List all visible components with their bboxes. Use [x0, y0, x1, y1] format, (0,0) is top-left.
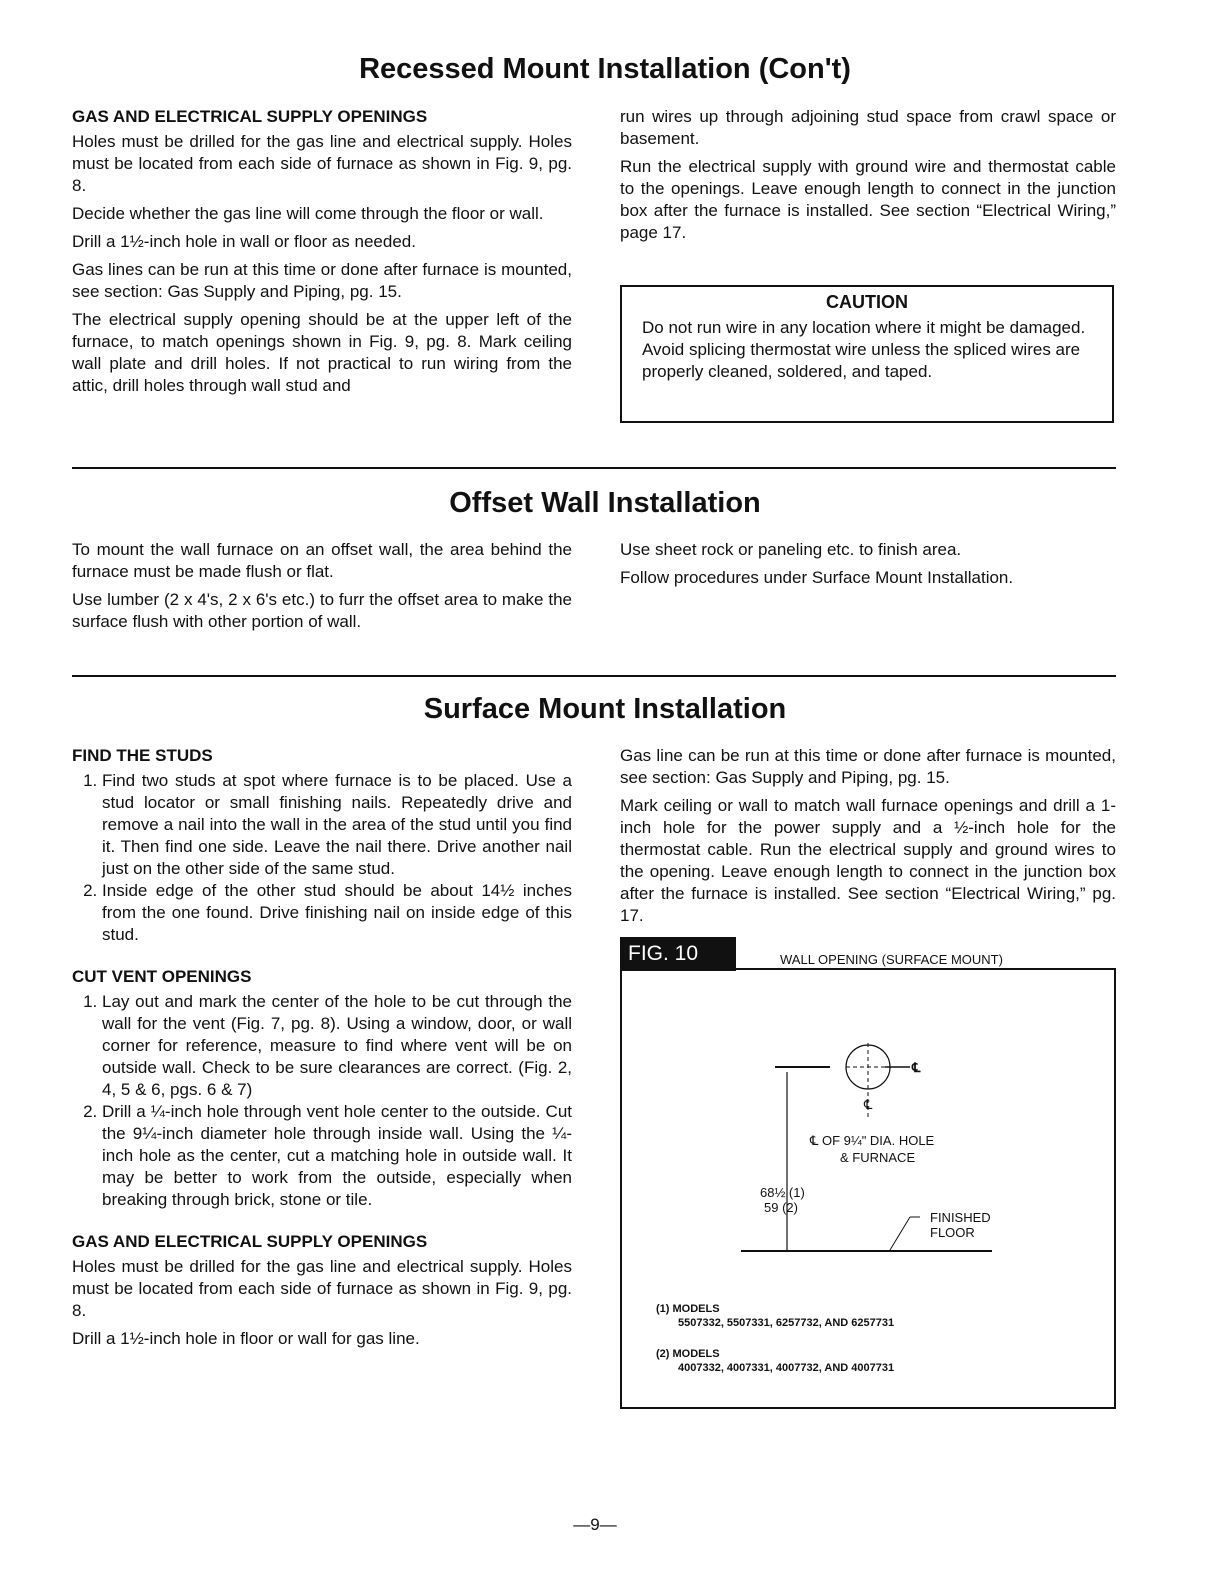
note-models: 4007332, 4007331, 4007732, AND 4007731 [678, 1362, 895, 1374]
subheading: FIND THE STUDS [72, 746, 213, 765]
list-item: 1. Find two studs at spot where furnace is to be placed. Use a stud locator or small finishing nails. Repeatedly drive and remove a nail into the wall in the area of the stud until you find it. Then find one side. Leave the nail there. Drive another nail just on the other side of the same stud. [102, 770, 572, 880]
paragraph: Gas lines can be run at this time or done after furnace is mounted, see section: Gas Supply and Piping, pg. 15. [72, 260, 572, 301]
paragraph: Holes must be drilled for the gas line and electrical supply. Holes must be located from each side of furnace as shown in Fig. 9, pg. 8. [72, 1257, 572, 1320]
divider [72, 675, 1116, 677]
floor-leader [890, 1217, 910, 1250]
offset-left-column [72, 539, 572, 639]
divider [72, 467, 1116, 469]
surface-right-column [620, 745, 1116, 933]
subheading: GAS AND ELECTRICAL SUPPLY OPENINGS [72, 107, 428, 126]
section-title-surface: Surface Mount Installation [423, 693, 787, 725]
paragraph: Drill a 1½-inch hole in floor or wall for gas line. [72, 1329, 420, 1348]
model-note-2 [656, 1347, 894, 1375]
note-models: 5507332, 5507331, 6257732, AND 6257731 [678, 1317, 895, 1329]
note-title: (1) MODELS [656, 1303, 720, 1315]
floor-label: FLOOR [930, 1225, 975, 1240]
page-number: —9— [573, 1515, 617, 1534]
caution-title: CAUTION [826, 292, 908, 312]
paragraph: Use sheet rock or paneling etc. to finish area. [620, 540, 962, 559]
paragraph: To mount the wall furnace on an offset wall, the area behind the furnace must be made flush or flat. [72, 540, 572, 581]
note-title: (2) MODELS [656, 1348, 720, 1360]
section-title-offset: Offset Wall Installation [449, 487, 761, 519]
paragraph: Follow procedures under Surface Mount Installation. [620, 568, 1014, 587]
centerline-label-1: ℄ OF 9¼" DIA. HOLE [810, 1133, 935, 1148]
figure-tag: FIG. 10 [620, 937, 736, 971]
offset-right-column [620, 539, 1120, 595]
figure-caption: WALL OPENING (SURFACE MOUNT) [780, 952, 1003, 967]
paragraph: Gas line can be run at this time or done after furnace is mounted, see section: Gas Supply and Piping, pg. 15. [620, 746, 1116, 787]
caution-box [620, 285, 1114, 423]
wall-opening-diagram [620, 937, 1116, 1409]
dimension-68-5: 68½ (1) [760, 1185, 805, 1200]
cl-symbol-right: ℄ [912, 1060, 921, 1075]
paragraph: Use lumber (2 x 4's, 2 x 6's etc.) to furr the offset area to make the surface flush with other portion of wall. [72, 590, 572, 631]
paragraph: Run the electrical supply with ground wire and thermostat cable to the openings. Leave enough length to connect in the junction box after the furnace is installed. See section “Electrical Wiring,” page 17. [620, 157, 1116, 242]
paragraph: Mark ceiling or wall to match wall furnace openings and drill a 1-inch hole for the power supply and a ½-inch hole for the thermostat cable. Run the electrical supply and ground wires to the opening. Leave enough length to connect in the junction box after the furnace is installed. See section “Electrical Wiring,” pg. 17. [620, 796, 1116, 925]
list-item: 2. Inside edge of the other stud should be about 14½ inches from the one found. Drive finishing nail on inside edge of this stud. [102, 880, 572, 946]
paragraph: Decide whether the gas line will come through the floor or wall. [72, 204, 544, 223]
subheading: GAS AND ELECTRICAL SUPPLY OPENINGS [72, 1232, 428, 1251]
recessed-right-column [620, 106, 1116, 250]
section-title-recessed: Recessed Mount Installation (Con't) [359, 53, 851, 85]
subheading: CUT VENT OPENINGS [72, 967, 252, 986]
list-item: 1. Lay out and mark the center of the hole to be cut through the wall for the vent (Fig. 7, pg. 8). Using a window, door, or wall corner for reference, measure to find where vent will be on outside wall. Check to be sure clearances are correct. (Fig. 2, 4, 5 & 6, pgs. 6 & 7) [102, 991, 572, 1101]
paragraph: Drill a 1½-inch hole in wall or floor as needed. [72, 232, 416, 251]
list-item: 2. Drill a ¼-inch hole through vent hole center to the outside. Cut the 9¼-inch diameter hole through inside wall. Using the ¼-inch hole as the center, cut a matching hole in outside wall. It may be better to work from the outside, especially when breaking through brick, stone or tile. [102, 1101, 572, 1211]
centerline-label-2: & FURNACE [840, 1150, 916, 1165]
caution-text: Do not run wire in any location where it might be damaged. Avoid splicing thermostat wire unless the spliced wires are properly cleaned, soldered, and taped. [642, 318, 1086, 381]
surface-left-column [72, 745, 572, 1356]
paragraph: Holes must be drilled for the gas line and electrical supply. Holes must be located from each side of furnace as shown in Fig. 9, pg. 8. [72, 132, 572, 195]
figure-10 [620, 937, 1116, 1409]
paragraph: The electrical supply opening should be at the upper left of the furnace, to match openings shown in Fig. 9, pg. 8. Mark ceiling wall plate and drill holes. If not practical to run wiring from the attic, drill holes through wall stud and [72, 310, 572, 395]
recessed-left-column [72, 106, 572, 403]
paragraph: run wires up through adjoining stud space from crawl space or basement. [620, 107, 1116, 148]
cl-symbol-bottom: ℄ [864, 1097, 873, 1112]
model-note-1 [656, 1302, 894, 1330]
dimension-59: 59 (2) [764, 1200, 798, 1215]
finished-label: FINISHED [930, 1210, 991, 1225]
